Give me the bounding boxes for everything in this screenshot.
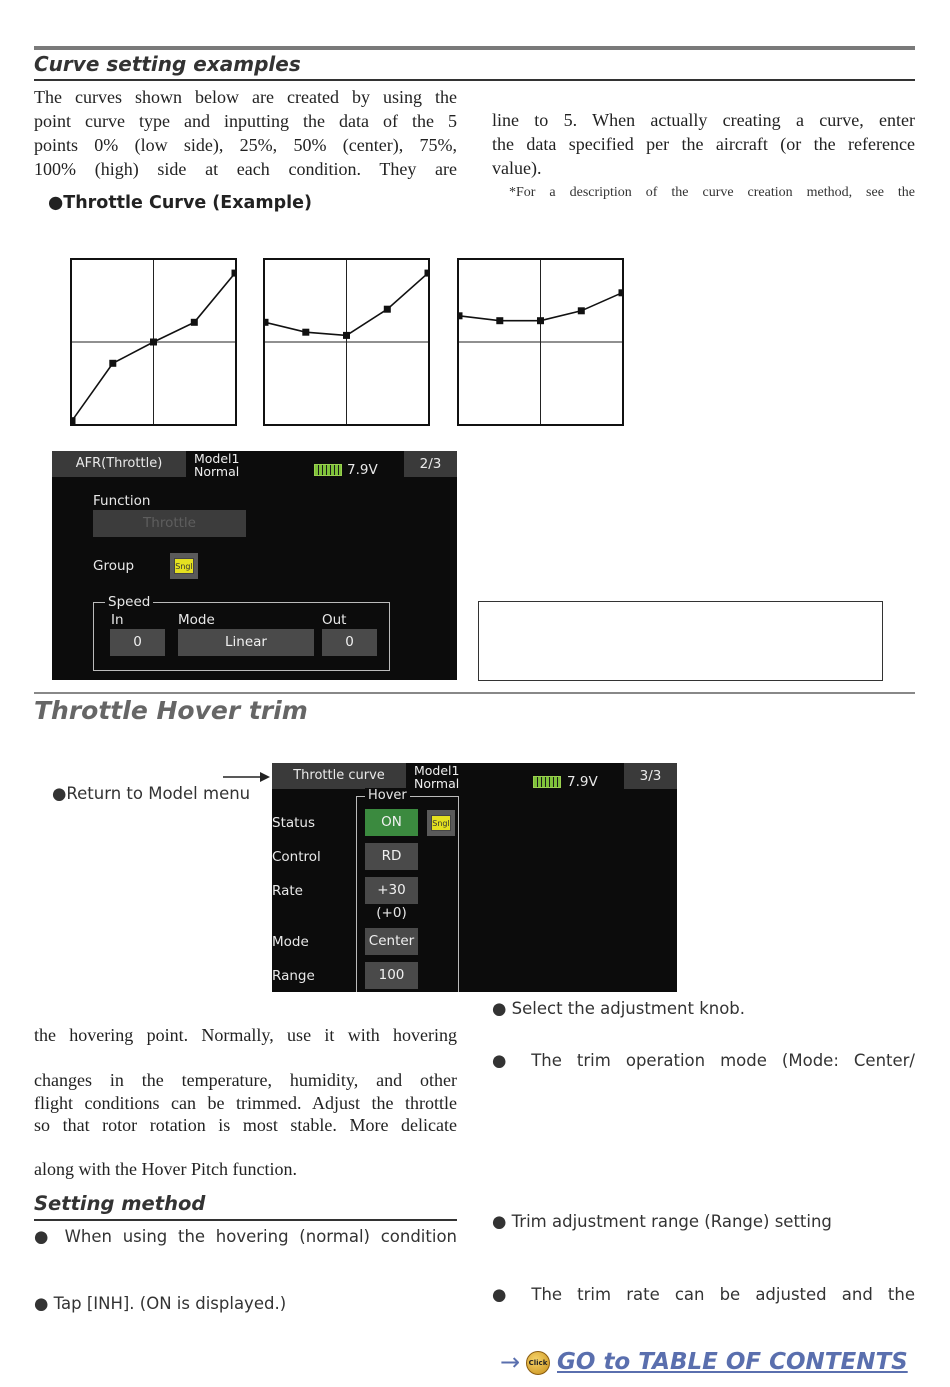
section-title-underline xyxy=(34,79,915,81)
setting-method-underline xyxy=(34,1219,457,1221)
battery-icon xyxy=(533,776,561,788)
hover-label: Hover xyxy=(365,788,410,803)
function-value-button[interactable]: Throttle xyxy=(93,510,246,537)
curve-point xyxy=(232,270,236,277)
speed-out-button[interactable]: 0 xyxy=(322,629,377,656)
top-rule xyxy=(34,46,915,50)
curve-point xyxy=(265,319,269,326)
control-label: Control xyxy=(272,849,321,865)
screen2-tab-title[interactable]: Throttle curve xyxy=(272,763,406,789)
voltage-readout: 7.9V xyxy=(567,774,598,790)
right-line: value). xyxy=(492,158,542,178)
page-indicator[interactable]: 3/3 xyxy=(624,763,677,789)
condition-name: Normal xyxy=(414,776,460,791)
curve-point xyxy=(578,307,585,314)
right-bullet-2: ● The trim operation mode (Mode: Center/ xyxy=(492,1051,915,1070)
right-line: line to 5. When actually creating a curve, enter xyxy=(492,110,915,130)
curve-graph-3 xyxy=(457,258,624,426)
curve-point xyxy=(425,270,429,277)
sngl-icon: Sngl xyxy=(174,558,194,574)
intro-line: The curves shown below are created by using the xyxy=(34,87,457,107)
setting-bullet-1: ● When using the hovering (normal) condition xyxy=(34,1227,457,1246)
voltage-readout: 7.9V xyxy=(347,462,378,478)
in-label: In xyxy=(111,612,124,628)
body-line: changes in the temperature, humidity, and other xyxy=(34,1070,457,1090)
toc-label: GO to TABLE OF CONTENTS xyxy=(557,1349,908,1375)
setting-method-title: Setting method xyxy=(34,1192,206,1215)
body-line: so that rotor rotation is most stable. More delicate xyxy=(34,1115,457,1135)
section2-rule xyxy=(34,692,915,694)
battery-icon xyxy=(314,464,342,476)
setting-bullet-2: ● Tap [INH]. (ON is displayed.) xyxy=(34,1294,287,1313)
body-left-block xyxy=(34,1069,457,1137)
right-line: the data specified per the aircraft (or the reference xyxy=(492,134,915,154)
speed-label: Speed xyxy=(105,594,153,610)
curve-point xyxy=(191,319,198,326)
curve-point xyxy=(302,329,309,336)
curve-point xyxy=(384,306,391,313)
function-label: Function xyxy=(93,493,151,509)
page-indicator[interactable]: 2/3 xyxy=(404,451,457,477)
rate-label: Rate xyxy=(272,883,303,899)
curve-point xyxy=(459,312,463,319)
right-bullet-3: ● Trim adjustment range (Range) setting xyxy=(492,1212,832,1231)
curve-point xyxy=(72,417,76,424)
model-info xyxy=(194,452,239,478)
intro-line: point curve type and inputting the data of the 5 xyxy=(34,111,457,131)
status-label: Status xyxy=(272,815,316,831)
footnote: *For a description of the curve creation method, see the xyxy=(509,185,915,200)
throttle-curve-heading: ●Throttle Curve (Example) xyxy=(48,193,312,213)
arrow-right-icon: → xyxy=(500,1348,521,1376)
section-title-curve-examples: Curve setting examples xyxy=(34,52,301,76)
model-name: Model1 xyxy=(414,763,460,778)
model-info-2 xyxy=(414,764,459,790)
pointer-arrow-icon xyxy=(222,770,272,784)
section-title-hover-trim: Throttle Hover trim xyxy=(34,696,308,725)
curve-point xyxy=(150,339,157,346)
control-button[interactable]: RD xyxy=(365,843,418,870)
curve-graph-1 xyxy=(70,258,237,426)
afr-throttle-screen xyxy=(52,451,457,680)
intro-line: points 0% (low side), 25%, 50% (center), 75%, xyxy=(34,135,457,155)
condition-name: Normal xyxy=(194,464,240,479)
curve-point xyxy=(537,317,544,324)
body-left-line3: along with the Hover Pitch function. xyxy=(34,1159,297,1179)
curve-point xyxy=(619,289,623,296)
rate-offset: (+0) xyxy=(376,905,407,921)
rate-button[interactable]: +30 xyxy=(365,877,418,904)
speed-in-button[interactable]: 0 xyxy=(110,629,165,656)
range-button[interactable]: 100 xyxy=(365,962,418,989)
model-name: Model1 xyxy=(194,451,240,466)
sngl-icon: Sngl xyxy=(431,815,451,831)
body-left-line1 xyxy=(34,1023,457,1047)
curve-point xyxy=(343,332,350,339)
intro-paragraph xyxy=(34,85,457,181)
range-label: Range xyxy=(272,968,315,984)
out-label: Out xyxy=(322,612,347,628)
empty-note-box xyxy=(478,601,883,681)
curve-svg-2 xyxy=(265,260,428,424)
group-sngl-button[interactable] xyxy=(427,810,455,836)
status-on-button[interactable]: ON xyxy=(365,809,418,836)
intro-line: 100% (high) side at each condition. They are xyxy=(34,159,457,179)
body-line: the hovering point. Normally, use it with hovering xyxy=(34,1025,457,1045)
curve-svg-3 xyxy=(459,260,622,424)
group-label: Group xyxy=(93,558,135,574)
mode-button[interactable]: Center xyxy=(365,928,418,955)
right-paragraph xyxy=(492,108,915,180)
curve-point xyxy=(496,317,503,324)
throttle-hover-screen xyxy=(272,763,677,992)
curve-svg-1 xyxy=(72,260,235,424)
mode-label: Mode xyxy=(178,612,215,628)
curve-point xyxy=(109,360,116,367)
speed-mode-button[interactable]: Linear xyxy=(178,629,314,656)
group-sngl-button[interactable] xyxy=(170,553,198,579)
return-to-model-menu-link[interactable]: ●Return to Model menu xyxy=(52,784,251,803)
right-bullet-1: ● Select the adjustment knob. xyxy=(492,999,746,1018)
screen-tab-title[interactable]: AFR(Throttle) xyxy=(52,451,186,477)
curve-graph-2 xyxy=(263,258,430,426)
right-bullet-4: ● The trim rate can be adjusted and the xyxy=(492,1285,915,1304)
body-line: flight conditions can be trimmed. Adjust the throttle xyxy=(34,1092,457,1113)
mode-label: Mode xyxy=(272,934,309,950)
click-icon: Click xyxy=(526,1351,550,1375)
